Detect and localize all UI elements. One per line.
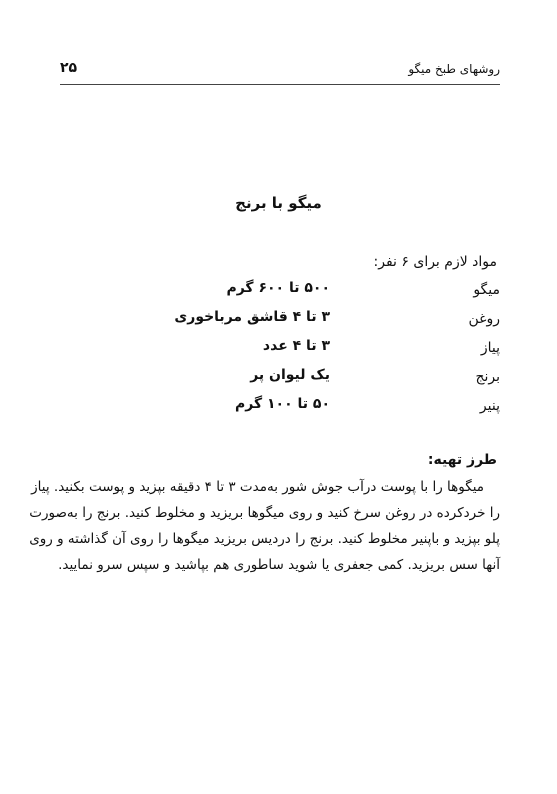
method-line: پلو بپزید و باپنیر مخلوط کنید. برنج را دردیس بریزید میگوها را روی آن گذاشته و روی: [29, 531, 500, 547]
ingredient-name: پنیر: [479, 398, 500, 414]
ingredients-heading: مواد لازم برای ۶ نفر:: [373, 254, 497, 270]
ingredient-amount: ۵۰ تا ۱۰۰ گرم: [235, 396, 330, 412]
method-line: [31, 474, 500, 500]
ingredient-name: روغن: [468, 311, 500, 327]
ingredient-row: [60, 309, 500, 338]
ingredient-row: [60, 280, 500, 309]
method-line: آنها سس بریزید. کمی جعفری یا شوید ساطوری هم بپاشید و سپس سرو نمایید.: [58, 557, 500, 573]
ingredient-name: پیاز: [480, 340, 500, 356]
running-title: روشهای طبخ میگو: [408, 62, 500, 76]
ingredient-amount: ۳ تا ۴ عدد: [262, 338, 330, 354]
method-line-text: میگوها را با پوست درآب جوش شور به‌مدت ۳ تا ۴ دقیقه بپزید و پوست بکنید. پیاز: [31, 479, 484, 495]
page-header: [60, 60, 500, 85]
method-heading: طرز تهیه:: [427, 452, 497, 468]
ingredient-amount: یک لیوان پر: [250, 367, 330, 383]
ingredient-amount: ۳ تا ۴ قاشق مرباخوری: [174, 309, 330, 325]
method-paragraph: [29, 474, 500, 578]
ingredient-row: [60, 396, 500, 425]
ingredient-row: [60, 367, 500, 396]
ingredients-list: [60, 280, 500, 425]
ingredient-amount: ۵۰۰ تا ۶۰۰ گرم: [226, 280, 330, 296]
ingredient-name: برنج: [475, 369, 500, 385]
recipe-title: میگو با برنج: [235, 194, 322, 212]
ingredient-row: [60, 338, 500, 367]
page-number: ۲۵: [60, 60, 78, 76]
ingredient-name: میگو: [473, 282, 500, 298]
method-line: را خردکرده در روغن سرخ کنید و روی میگوها بریزید و مخلوط کنید. برنج را به‌صورت: [29, 505, 500, 521]
